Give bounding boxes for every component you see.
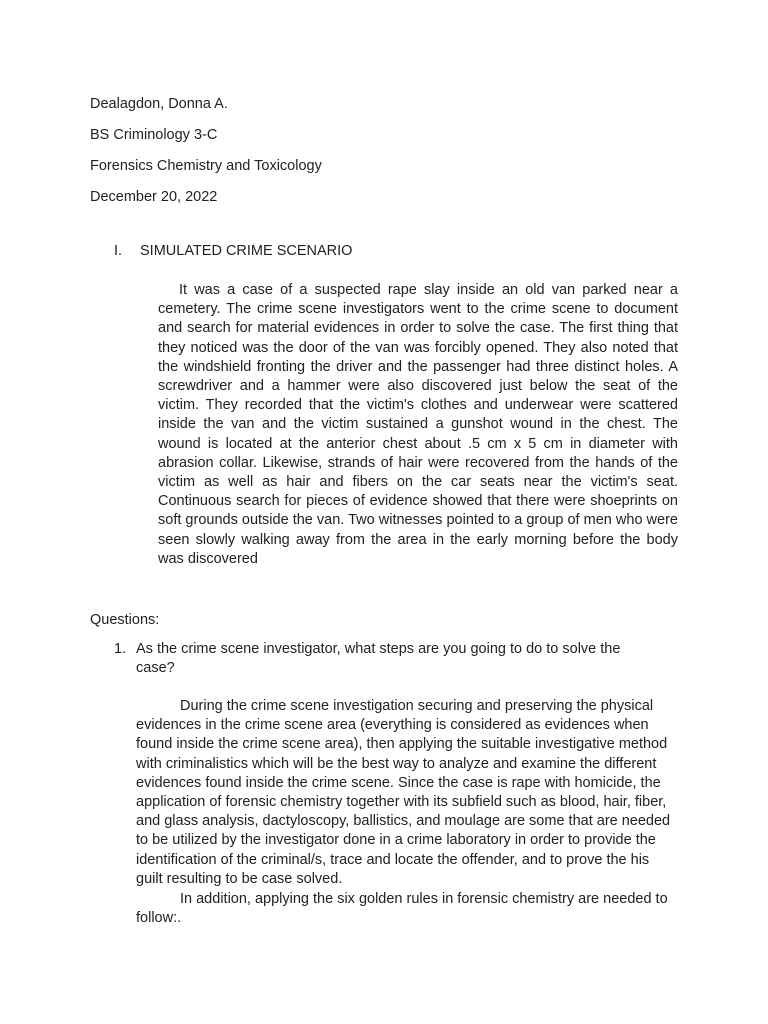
section-title: SIMULATED CRIME SCENARIO	[140, 243, 353, 259]
document-date: December 20, 2022	[90, 189, 218, 205]
answer-paragraph: During the crime scene investigation securing and preserving the physical evidences in the crime scene area (everything is considered as evidences when found inside the crime scene area), then applying the suitable investigative method with criminalistics which will be the best way to analyze and examine the different evidences found inside the crime scene. Since the case is rape with homicide, the application of forensic chemistry together with its subfield such as blood, hair, fiber, and glass analysis, dactyloscopy, ballistics, and moulage are some that are needed to be utilized by the investigator done in a crime laboratory in order to provide the identification of the criminal/s, trace and locate the offender, and to prove the his guilt resulting to be case solved.	[136, 698, 671, 887]
section-numeral: I.	[114, 243, 123, 259]
subject-title: Forensics Chemistry and Toxicology	[90, 158, 322, 174]
answer-paragraph-2: In addition, applying the six golden rules in forensic chemistry are needed to follow:.	[136, 891, 668, 927]
question-number: 1.	[114, 641, 127, 657]
questions-heading: Questions:	[90, 612, 160, 628]
author-name: Dealagdon, Donna A.	[90, 96, 228, 112]
scenario-paragraph: It was a case of a suspected rape slay inside an old van parked near a cemetery. The crime scene investigators went to the crime scene to document and search for material evidences in order to solve the case. The first thing that they noticed was the door of the van was forcibly opened. They also noted that the windshield fronting the driver and the passenger had three distinct holes. A screwdriver and a hammer were also discovered just below the seat of the victim. They recorded that the victim's clothes and underwear were scattered inside the van and the victim sustained a gunshot wound in the chest. The wound is located at the anterior chest about .5 cm x 5 cm in diameter with abrasion collar. Likewise, strands of hair were recovered from the hands of the victim as well as hair and fibers on the car seats near the victim's seat. Continuous search for pieces of evidence showed that there were shoeprints on soft grounds outside the van. Two witnesses pointed to a group of men who were seen slowly walking away from the area in the early morning before the body was discovered	[158, 282, 678, 567]
course-section: BS Criminology 3-C	[90, 127, 218, 143]
question-text: As the crime scene investigator, what steps are you going to do to solve the case?	[136, 641, 621, 676]
